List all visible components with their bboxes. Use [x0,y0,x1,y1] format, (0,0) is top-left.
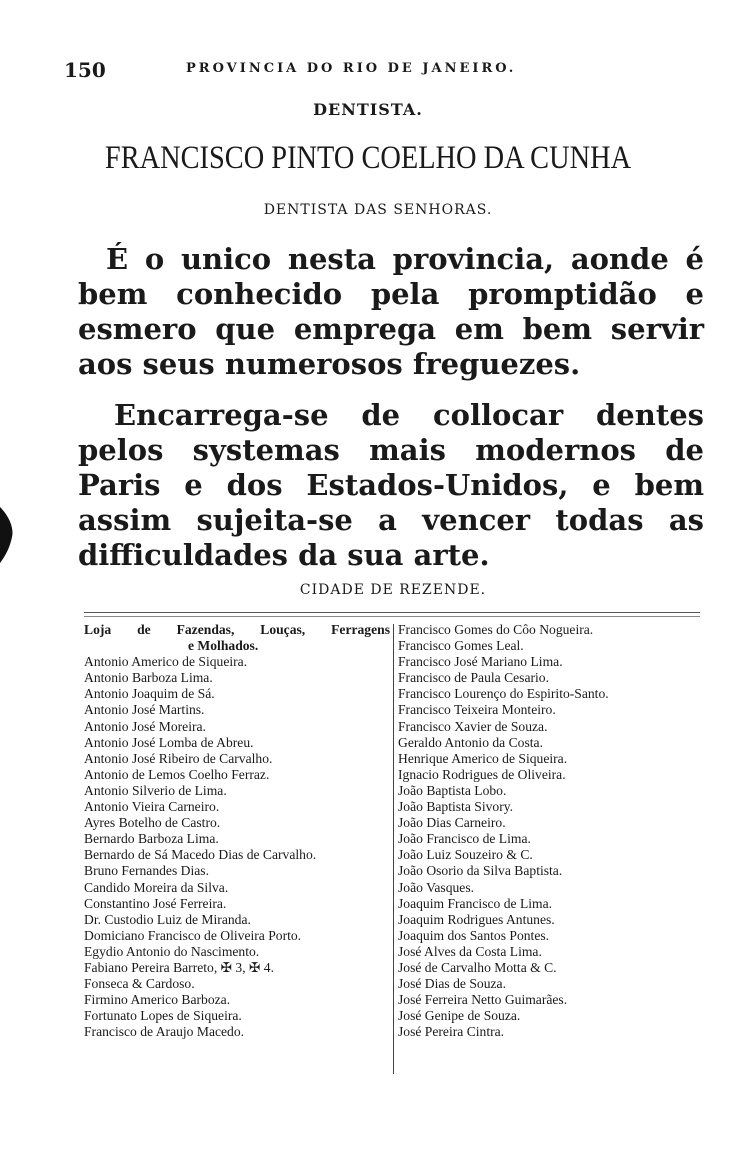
directory-entry: Domiciano Francisco de Oliveira Porto. [84,927,302,943]
ad-paragraph-2: Encarrega-se de collocar dentes pelos systemas mais modernos de Paris e dos Estados-Unidos, e bem assim sujeita-se a vencer todas as difficuldades da sua arte. [78,398,704,572]
divider-rule [84,616,700,617]
directory-left-column [84,622,390,1040]
directory-entry: Francisco Gomes do Côo Nogueira. [398,622,594,637]
category-heading: Loja de Fazendas, Louças, Ferragens [84,622,390,637]
advertiser-subtitle: DENTISTA DAS SENHORAS. [263,202,493,218]
directory-entry: Joaquim Francisco de Lima. [398,895,553,911]
directory-entry: Francisco Lourenço do Espirito-Santo. [398,686,609,702]
column-divider [393,624,394,1074]
directory-entry: João Baptista Lobo. [398,782,507,798]
page-edge-ornament-icon [0,505,14,565]
directory-entry: Ignacio Rodrigues de Oliveira. [398,766,566,782]
page-number: 150 [64,58,106,82]
directory-right-column [398,622,698,1040]
directory-entry: João Luiz Souzeiro & C. [398,847,533,863]
directory-entry: Geraldo Antonio da Costa. [398,734,543,750]
directory-entry: Francisco Teixeira Monteiro. [398,702,556,718]
directory-entry: Antonio Silverio de Lima. [84,782,227,798]
directory-entry: Antonio Barboza Lima. [84,670,213,686]
directory-entry: José Alves da Costa Lima. [398,943,542,959]
directory-entry: Francisco de Paula Cesario. [398,670,549,686]
directory-entry: Antonio Joaquim de Sá. [84,686,215,702]
directory-entry: Fonseca & Cardoso. [84,976,195,992]
directory-entry: João Francisco de Lima. [398,831,531,847]
location-heading: CIDADE DE REZENDE. [299,582,487,598]
directory-entry: Constantino José Ferreira. [84,895,227,911]
ad-paragraph-1: É o unico nesta provincia, aonde é bem conhecido pela promptidão e esmero que emprega em bem servir aos seus numerosos freguezes. [78,242,704,381]
directory-entry: Henrique Americo de Siqueira. [398,750,568,766]
directory-entry: Joaquim dos Santos Pontes. [398,927,550,943]
directory-entry: Antonio de Lemos Coelho Ferraz. [84,766,270,782]
directory-entry: Joaquim Rodrigues Antunes. [398,911,555,927]
directory-entry: João Baptista Sivory. [398,799,514,815]
directory-entry: Antonio José Martins. [84,702,205,718]
left-entry-list [84,654,390,1040]
directory-entry: Francisco Xavier de Souza. [398,718,548,734]
directory-entry: Bernardo Barboza Lima. [84,831,219,847]
directory-entry: Dr. Custodio Luiz de Miranda. [84,911,251,927]
directory-entry: João Dias Carneiro. [398,815,506,831]
directory-entry: José Genipe de Souza. [398,1008,521,1024]
directory-entry: Antonio José Lomba de Abreu. [84,734,254,750]
directory-entry: Egydio Antonio do Nascimento. [84,943,260,959]
directory-entry: José Dias de Souza. [398,976,506,992]
directory-entry: Fortunato Lopes de Siqueira. [84,1008,242,1024]
directory-entry: José Pereira Cintra. [398,1024,505,1040]
directory-entry: Bruno Fernandes Dias. [84,863,209,879]
directory-entry: Fabiano Pereira Barreto, ✠ 3, ✠ 4. [84,959,275,975]
directory-entry: Candido Moreira da Silva. [84,879,229,895]
directory-entry: José de Carvalho Motta & C. [398,959,557,975]
section-title: DENTISTA. [313,100,423,119]
directory-entry: Antonio José Moreira. [84,718,206,734]
directory-entry: Francisco de Araujo Macedo. [84,1024,245,1040]
directory-entry: Ayres Botelho de Castro. [84,815,221,831]
directory-entry: Francisco Gomes Leal. [398,638,524,654]
directory-entry: João Osorio da Silva Baptista. [398,863,563,879]
directory-entry: Antonio José Ribeiro de Carvalho. [84,750,273,766]
directory-entry: Francisco José Mariano Lima. [398,654,563,670]
directory-entry: Firmino Americo Barboza. [84,992,231,1008]
right-entry-list [398,622,698,1040]
divider-rule [84,612,700,613]
directory-entry: João Vasques. [398,879,475,895]
directory-entry: José Ferreira Netto Guimarães. [398,992,568,1008]
directory-entry: Antonio Americo de Siqueira. [84,654,248,670]
advertiser-name: FRANCISCO PINTO COELHO DA CUNHA [104,140,632,176]
category-heading-continued: e Molhados. [188,638,259,654]
directory-entry: Antonio Vieira Carneiro. [84,799,220,815]
running-title: PROVINCIA DO RIO DE JANEIRO. [186,61,517,76]
directory-entry: Bernardo de Sá Macedo Dias de Carvalho. [84,847,317,863]
